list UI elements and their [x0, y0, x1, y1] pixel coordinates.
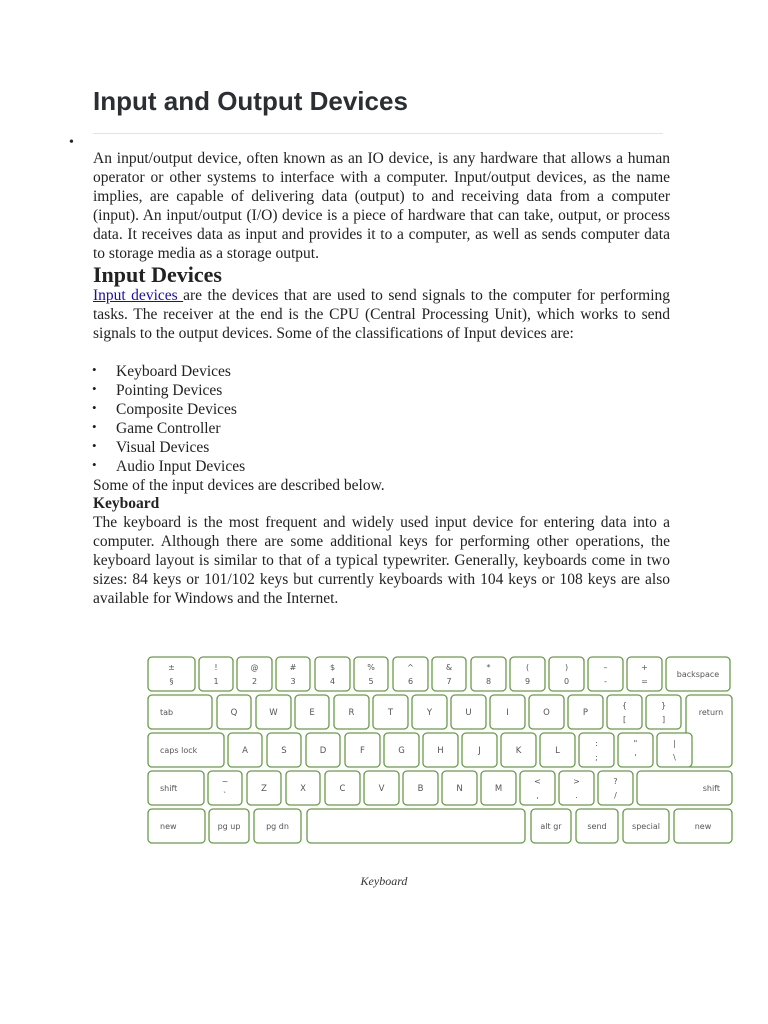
stray-bullet: • — [69, 135, 74, 150]
key-label: Y — [426, 708, 433, 718]
key-label: shift — [160, 784, 178, 793]
keyboard-key — [325, 771, 360, 805]
key-label: backspace — [676, 670, 720, 679]
key-lower-label: 4 — [329, 677, 336, 686]
keyboard-key — [412, 695, 447, 729]
keyboard-key — [334, 695, 369, 729]
key-label: special — [632, 822, 660, 831]
keyboard-key — [217, 695, 251, 729]
keyboard-paragraph: The keyboard is the most frequent and widely used input device for entering data into a computer. Although there are some additional keys for performing other operations, the keyboard layout is similar to that of a typical typewriter. Generally, keyboards come in two sizes: 84 keys or 101/102 keys but currently keyboards with 104 keys or 108 keys are also available for Windows and the Internet. — [93, 514, 670, 607]
keyboard-key — [686, 695, 732, 767]
key-upper-label: ~ — [221, 777, 229, 786]
keyboard-key — [148, 733, 224, 767]
list-item: • Visual Devices — [93, 438, 245, 457]
key-upper-label: + — [641, 663, 648, 672]
keyboard-key — [423, 733, 458, 767]
key-lower-label: , — [536, 791, 539, 800]
keyboard-key — [267, 733, 301, 767]
keyboard-key — [598, 771, 633, 805]
input-device-classification-list — [93, 362, 245, 477]
key-label: shift — [702, 784, 720, 793]
keyboard-key — [148, 657, 195, 691]
keyboard-key — [345, 733, 380, 767]
keyboard-key — [384, 733, 419, 767]
key-upper-label: ! — [214, 663, 218, 672]
key-label: T — [387, 708, 394, 718]
key-upper-label: @ — [250, 663, 259, 672]
keyboard-key — [276, 657, 310, 691]
input-devices-paragraph — [93, 287, 670, 344]
keyboard-key — [576, 809, 618, 843]
key-upper-label: < — [534, 777, 541, 786]
key-label: A — [242, 746, 248, 756]
key-label: C — [339, 784, 346, 794]
list-item: • Game Controller — [93, 419, 245, 438]
list-item: • Pointing Devices — [93, 381, 245, 400]
key-upper-label: } — [660, 701, 667, 710]
keyboard-key — [403, 771, 438, 805]
keyboard-key — [199, 657, 233, 691]
key-label: I — [506, 708, 509, 718]
key-label: J — [478, 746, 481, 756]
keyboard-key — [148, 695, 212, 729]
keyboard-key — [588, 657, 623, 691]
keyboard-key — [364, 771, 399, 805]
key-upper-label: * — [486, 663, 491, 672]
key-label: caps lock — [160, 746, 198, 755]
key-label: P — [582, 708, 589, 718]
keyboard-key — [637, 771, 732, 805]
key-lower-label: / — [614, 791, 617, 800]
keyboard-key — [627, 657, 662, 691]
key-label: H — [437, 746, 444, 756]
key-lower-label: ; — [595, 753, 598, 762]
key-lower-label: 6 — [407, 677, 414, 686]
keyboard-key — [148, 809, 205, 843]
key-lower-label: ] — [661, 715, 666, 724]
key-label: new — [160, 822, 177, 831]
keyboard-key — [657, 733, 692, 767]
key-upper-label: # — [289, 663, 297, 672]
key-upper-label: { — [621, 701, 628, 710]
key-upper-label: > — [573, 777, 580, 786]
keyboard-key — [471, 657, 506, 691]
keyboard-key — [354, 657, 388, 691]
key-upper-label: | — [673, 739, 676, 748]
keyboard-key — [579, 733, 614, 767]
key-lower-label: - — [604, 677, 607, 686]
key-lower-label: = — [641, 677, 648, 686]
key-upper-label: " — [633, 739, 638, 748]
keyboard-key — [540, 733, 575, 767]
key-label: tab — [160, 708, 174, 717]
keyboard-key — [286, 771, 320, 805]
keyboard-key — [306, 733, 340, 767]
key-lower-label: 3 — [290, 677, 296, 686]
key-label: return — [698, 708, 724, 717]
keyboard-key — [531, 809, 571, 843]
keyboard-key — [254, 809, 301, 843]
key-upper-label: ? — [613, 777, 618, 786]
keyboard-key — [315, 657, 350, 691]
keyboard-image — [146, 655, 734, 845]
keyboard-key — [432, 657, 466, 691]
key-label: R — [348, 708, 355, 718]
keyboard-key — [623, 809, 669, 843]
input-devices-text: are the devices that are used to send signals to the computer for performing tasks. The receiver at the end is the CPU (Central Processing Unit), which works to send signals to the output devices. Some of the classifications of Input devices are: — [93, 287, 670, 342]
key-upper-label: ± — [168, 663, 175, 672]
keyboard-key — [209, 809, 249, 843]
keyboard-key — [307, 809, 525, 843]
keyboard-key — [501, 733, 536, 767]
keyboard-key — [393, 657, 428, 691]
keyboard-key — [451, 695, 486, 729]
key-upper-label: ( — [525, 663, 530, 672]
key-lower-label: 7 — [446, 677, 452, 686]
key-label: E — [309, 708, 315, 718]
key-lower-label: 8 — [485, 677, 492, 686]
key-label: O — [543, 708, 550, 718]
key-upper-label: ) — [564, 663, 569, 672]
title-divider — [93, 133, 663, 134]
keyboard-key — [646, 695, 681, 729]
key-lower-label: \ — [673, 753, 676, 762]
keyboard-key — [674, 809, 732, 843]
list-item: • Keyboard Devices — [93, 362, 245, 381]
keyboard-key — [618, 733, 653, 767]
key-label: D — [319, 746, 327, 756]
keyboard-key — [247, 771, 281, 805]
key-lower-label: ' — [634, 753, 637, 762]
key-lower-label: 0 — [563, 677, 570, 686]
keyboard-key — [462, 733, 497, 767]
keyboard-key — [237, 657, 272, 691]
keyboard-key — [490, 695, 525, 729]
keyboard-key — [228, 733, 262, 767]
list-item: • Composite Devices — [93, 400, 245, 419]
key-label: B — [417, 784, 424, 794]
key-upper-label: $ — [329, 663, 336, 672]
key-upper-label: – — [603, 663, 608, 672]
list-item: • Audio Input Devices — [93, 457, 245, 476]
key-label: U — [465, 708, 472, 718]
keyboard-heading: Keyboard — [93, 495, 160, 512]
keyboard-key — [373, 695, 408, 729]
keyboard-key — [510, 657, 545, 691]
keyboard-key — [520, 771, 555, 805]
key-label: Q — [230, 708, 238, 718]
keyboard-key — [559, 771, 594, 805]
key-label: F — [360, 746, 365, 756]
key-label: L — [555, 746, 560, 756]
key-lower-label: 2 — [251, 677, 258, 686]
key-label: new — [694, 822, 712, 831]
keyboard-caption: Keyboard — [360, 874, 408, 888]
input-devices-heading: Input Devices — [93, 262, 222, 287]
key-lower-label: . — [575, 791, 578, 800]
key-upper-label: % — [367, 663, 375, 672]
keyboard-key — [549, 657, 584, 691]
key-lower-label: [ — [622, 715, 627, 724]
keyboard-key — [666, 657, 730, 691]
key-label: N — [456, 784, 463, 794]
key-label: Z — [261, 784, 267, 794]
key-label: V — [378, 784, 385, 794]
key-label: S — [281, 746, 287, 756]
key-lower-label: 1 — [213, 677, 219, 686]
page-title: Input and Output Devices — [93, 86, 408, 116]
keyboard-key — [481, 771, 516, 805]
key-label: pg up — [217, 822, 241, 831]
intro-paragraph: An input/output device, often known as an IO device, is any hardware that allows a human operator or other systems to interface with a computer. Input/output devices, as the name implies, are capable of delivering data (output) to and receiving data from a computer (input). An input/output (I/O) device is a piece of hardware that can take, output, or process data. It receives data as input and provides it to a computer, as well as sends computer data to storage media as a storage output. — [93, 150, 670, 262]
keyboard-key — [148, 771, 204, 805]
key-lower-label: 5 — [368, 677, 374, 686]
key-label: send — [587, 822, 607, 831]
keyboard-key — [568, 695, 603, 729]
keyboard-key — [529, 695, 564, 729]
key-lower-label: § — [169, 677, 174, 686]
keyboard-key — [607, 695, 642, 729]
key-label: pg dn — [266, 822, 289, 831]
described-below-text: Some of the input devices are described below. — [93, 477, 385, 494]
keyboard-key — [295, 695, 329, 729]
key-label: K — [515, 746, 522, 756]
key-label: X — [300, 784, 306, 794]
input-devices-link[interactable]: Input devices — [93, 287, 184, 304]
key-label: alt gr — [540, 822, 562, 831]
key-lower-label: 9 — [524, 677, 531, 686]
key-label: M — [494, 784, 503, 794]
key-upper-label: & — [445, 663, 453, 672]
key-upper-label: : — [595, 739, 598, 748]
key-label: G — [398, 746, 405, 756]
keyboard-key — [256, 695, 291, 729]
key-lower-label: ` — [223, 791, 227, 800]
key-label: W — [269, 708, 278, 718]
keyboard-key — [208, 771, 242, 805]
keyboard-key — [442, 771, 477, 805]
key-upper-label: ^ — [407, 663, 414, 672]
